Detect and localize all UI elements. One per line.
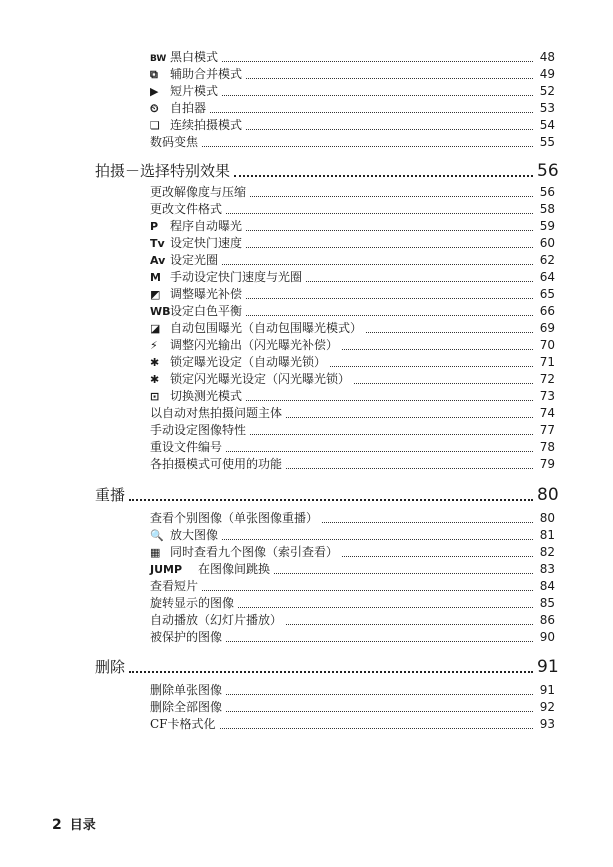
leader-dots bbox=[246, 298, 533, 299]
leader-dots bbox=[366, 332, 533, 333]
movie-icon: ▶ bbox=[150, 85, 159, 98]
entry-title: 旋转显示的图像 bbox=[150, 596, 235, 610]
entry-title: 手动设定图像特性 bbox=[150, 423, 247, 437]
page-ref: 54 bbox=[539, 118, 555, 132]
leader-dots bbox=[222, 61, 533, 62]
leader-dots bbox=[246, 129, 533, 130]
page-ref: 71 bbox=[539, 355, 555, 369]
toc-entry bbox=[150, 629, 555, 646]
entry-title: 切换测光模式 bbox=[170, 389, 243, 403]
overlay-icon: ⧉ bbox=[150, 68, 158, 81]
leader-dots bbox=[222, 95, 533, 96]
section-title: 重播 bbox=[95, 486, 126, 504]
leader-dots bbox=[238, 607, 533, 608]
entry-title: 设定快门速度 bbox=[170, 236, 243, 250]
leader-dots bbox=[202, 146, 533, 147]
toc-entry bbox=[150, 235, 555, 252]
page-ref: 77 bbox=[539, 423, 555, 437]
leader-dots bbox=[250, 434, 533, 435]
entry-title: 程序自动曝光 bbox=[170, 219, 243, 233]
page-ref: 81 bbox=[539, 528, 555, 542]
toc-section bbox=[95, 160, 559, 182]
leader-dots bbox=[220, 728, 533, 729]
entry-title: 设定光圈 bbox=[170, 253, 219, 267]
entry-title: 删除单张图像 bbox=[150, 683, 223, 697]
exposure-comp-icon: ◩ bbox=[150, 288, 161, 301]
entry-title: 以自动对焦拍摄问题主体 bbox=[150, 406, 283, 420]
bracketing-icon: ◪ bbox=[150, 322, 161, 335]
toc-entry bbox=[150, 456, 555, 473]
page-ref: 78 bbox=[539, 440, 555, 454]
entry-title: 更改文件格式 bbox=[150, 202, 223, 216]
page-ref: 55 bbox=[539, 135, 555, 149]
page-ref: 82 bbox=[539, 545, 555, 559]
leader-dots bbox=[246, 400, 533, 401]
leader-dots bbox=[246, 230, 533, 231]
toc-section bbox=[95, 484, 559, 506]
footer-label: 目录 bbox=[69, 818, 96, 833]
entry-title: 删除全部图像 bbox=[150, 700, 223, 714]
page-ref: 60 bbox=[539, 236, 555, 250]
leader-dots bbox=[322, 522, 533, 523]
toc-entry bbox=[150, 218, 555, 235]
leader-dots bbox=[226, 694, 533, 695]
toc-entry bbox=[150, 117, 555, 134]
page-ref: 84 bbox=[539, 579, 555, 593]
toc-entry bbox=[150, 303, 555, 320]
page-ref: 72 bbox=[539, 372, 555, 386]
entry-title: 重设文件编号 bbox=[150, 440, 223, 454]
leader-dots bbox=[354, 383, 533, 384]
entry-title: CF卡格式化 bbox=[150, 717, 216, 731]
page-footer bbox=[52, 814, 96, 833]
entry-title: 被保护的图像 bbox=[150, 630, 223, 644]
toc-entry bbox=[150, 252, 555, 269]
entry-title: 放大图像 bbox=[170, 528, 219, 542]
page-ref: 86 bbox=[539, 613, 555, 627]
page-number: 2 bbox=[52, 817, 62, 833]
leader-dots bbox=[286, 468, 533, 469]
page-ref: 58 bbox=[539, 202, 555, 216]
toc-entry bbox=[150, 439, 555, 456]
bw-icon: BW bbox=[150, 54, 167, 64]
leader-dots bbox=[210, 112, 533, 113]
entry-title: 自拍器 bbox=[170, 101, 207, 115]
ae-lock-icon: ✱ bbox=[150, 356, 160, 369]
flash-comp-icon: ⚡ bbox=[150, 339, 158, 352]
white-balance-icon: WB bbox=[150, 305, 171, 318]
toc-section bbox=[95, 656, 559, 678]
entry-title: 辅助合并模式 bbox=[170, 67, 243, 81]
toc-entry bbox=[150, 337, 555, 354]
magnify-icon: 🔍 bbox=[150, 529, 164, 542]
entry-title: 连续拍摄模式 bbox=[170, 118, 243, 132]
page-ref: 52 bbox=[539, 84, 555, 98]
toc-entry bbox=[150, 682, 555, 699]
leader-dots bbox=[330, 366, 533, 367]
toc-entry bbox=[150, 561, 555, 578]
entry-title: 锁定曝光设定（自动曝光锁） bbox=[170, 355, 327, 369]
toc-entry bbox=[150, 286, 555, 303]
page-ref: 92 bbox=[539, 700, 555, 714]
toc-entry bbox=[150, 388, 555, 405]
metering-icon: ⊡ bbox=[150, 390, 160, 403]
fe-lock-icon: ✱ bbox=[150, 373, 160, 386]
page-ref: 91 bbox=[537, 657, 559, 677]
leader-dots bbox=[246, 247, 533, 248]
toc-entry bbox=[150, 544, 555, 561]
toc-entry bbox=[150, 371, 555, 388]
program-icon: P bbox=[150, 220, 159, 233]
entry-title: 调整闪光输出（闪光曝光补偿） bbox=[170, 338, 339, 352]
toc-entry bbox=[150, 134, 555, 151]
toc-entry bbox=[150, 66, 555, 83]
page-ref: 49 bbox=[539, 67, 555, 81]
leader-dots bbox=[222, 539, 533, 540]
leader-dots bbox=[246, 78, 533, 79]
leader-dots bbox=[202, 590, 533, 591]
toc-entry bbox=[150, 100, 555, 117]
page-ref: 66 bbox=[539, 304, 555, 318]
toc-entry bbox=[150, 49, 555, 66]
leader-dots bbox=[286, 624, 533, 625]
leader-dots bbox=[342, 556, 533, 557]
entry-title: 更改解像度与压缩 bbox=[150, 185, 247, 199]
section-title: 删除 bbox=[95, 658, 126, 676]
page-ref: 70 bbox=[539, 338, 555, 352]
page-ref: 80 bbox=[537, 485, 559, 505]
tv-icon: Tv bbox=[150, 237, 165, 250]
toc-entry bbox=[150, 320, 555, 337]
leader-dots bbox=[129, 671, 533, 673]
index-icon: ▦ bbox=[150, 546, 161, 559]
jump-icon: JUMP bbox=[150, 563, 183, 576]
leader-dots bbox=[226, 213, 533, 214]
entry-title: 短片模式 bbox=[170, 84, 219, 98]
toc-entry bbox=[150, 699, 555, 716]
entry-title: 锁定闪光曝光设定（闪光曝光锁） bbox=[170, 372, 351, 386]
toc-entry bbox=[150, 83, 555, 100]
page-ref: 90 bbox=[539, 630, 555, 644]
leader-dots bbox=[222, 264, 533, 265]
leader-dots bbox=[246, 315, 533, 316]
page-ref: 62 bbox=[539, 253, 555, 267]
toc-entry bbox=[150, 269, 555, 286]
page-ref: 56 bbox=[539, 185, 555, 199]
leader-dots bbox=[226, 711, 533, 712]
page-ref: 48 bbox=[539, 50, 555, 64]
page-ref: 65 bbox=[539, 287, 555, 301]
entry-title: 设定白色平衡 bbox=[170, 304, 243, 318]
toc-entry bbox=[150, 595, 555, 612]
leader-dots bbox=[129, 499, 533, 501]
entry-title: 同时查看九个图像（索引查看） bbox=[170, 545, 339, 559]
leader-dots bbox=[226, 641, 533, 642]
toc-entry bbox=[150, 612, 555, 629]
toc-entry bbox=[150, 201, 555, 218]
leader-dots bbox=[234, 175, 533, 177]
page-ref: 74 bbox=[539, 406, 555, 420]
self-timer-icon: ⏲ bbox=[150, 102, 159, 115]
entry-title: 调整曝光补偿 bbox=[170, 287, 243, 301]
entry-title: 自动包围曝光（自动包围曝光模式） bbox=[170, 321, 363, 335]
av-icon: Av bbox=[150, 254, 166, 267]
page-ref: 85 bbox=[539, 596, 555, 610]
entry-title: 自动播放（幻灯片播放） bbox=[150, 613, 283, 627]
toc-entry bbox=[150, 405, 555, 422]
toc-entry bbox=[150, 184, 555, 201]
entry-title: 在图像间跳换 bbox=[198, 562, 271, 576]
page-ref: 91 bbox=[539, 683, 555, 697]
leader-dots bbox=[250, 196, 533, 197]
entry-title: 查看短片 bbox=[150, 579, 199, 593]
page-ref: 79 bbox=[539, 457, 555, 471]
toc-entry bbox=[150, 354, 555, 371]
page-ref: 53 bbox=[539, 101, 555, 115]
leader-dots bbox=[342, 349, 533, 350]
section-title: 拍摄－选择特别效果 bbox=[95, 162, 231, 180]
leader-dots bbox=[226, 451, 533, 452]
toc-entry bbox=[150, 510, 555, 527]
toc-entry bbox=[150, 716, 555, 733]
entry-title: 数码变焦 bbox=[150, 135, 199, 149]
entry-title: 黑白模式 bbox=[170, 50, 219, 64]
manual-icon: M bbox=[150, 271, 161, 284]
continuous-icon: ❏ bbox=[150, 119, 160, 132]
entry-title: 查看个别图像（单张图像重播） bbox=[150, 511, 319, 525]
page-ref: 93 bbox=[539, 717, 555, 731]
page-ref: 69 bbox=[539, 321, 555, 335]
entry-title: 手动设定快门速度与光圈 bbox=[170, 270, 303, 284]
page-ref: 83 bbox=[539, 562, 555, 576]
leader-dots bbox=[306, 281, 533, 282]
page-ref: 73 bbox=[539, 389, 555, 403]
page-ref: 56 bbox=[537, 161, 559, 181]
toc-entry bbox=[150, 578, 555, 595]
leader-dots bbox=[274, 573, 533, 574]
page-ref: 64 bbox=[539, 270, 555, 284]
leader-dots bbox=[286, 417, 533, 418]
entry-title: 各拍摄模式可使用的功能 bbox=[150, 457, 283, 471]
toc-entry bbox=[150, 527, 555, 544]
page-ref: 59 bbox=[539, 219, 555, 233]
toc-entry bbox=[150, 422, 555, 439]
page-ref: 80 bbox=[539, 511, 555, 525]
